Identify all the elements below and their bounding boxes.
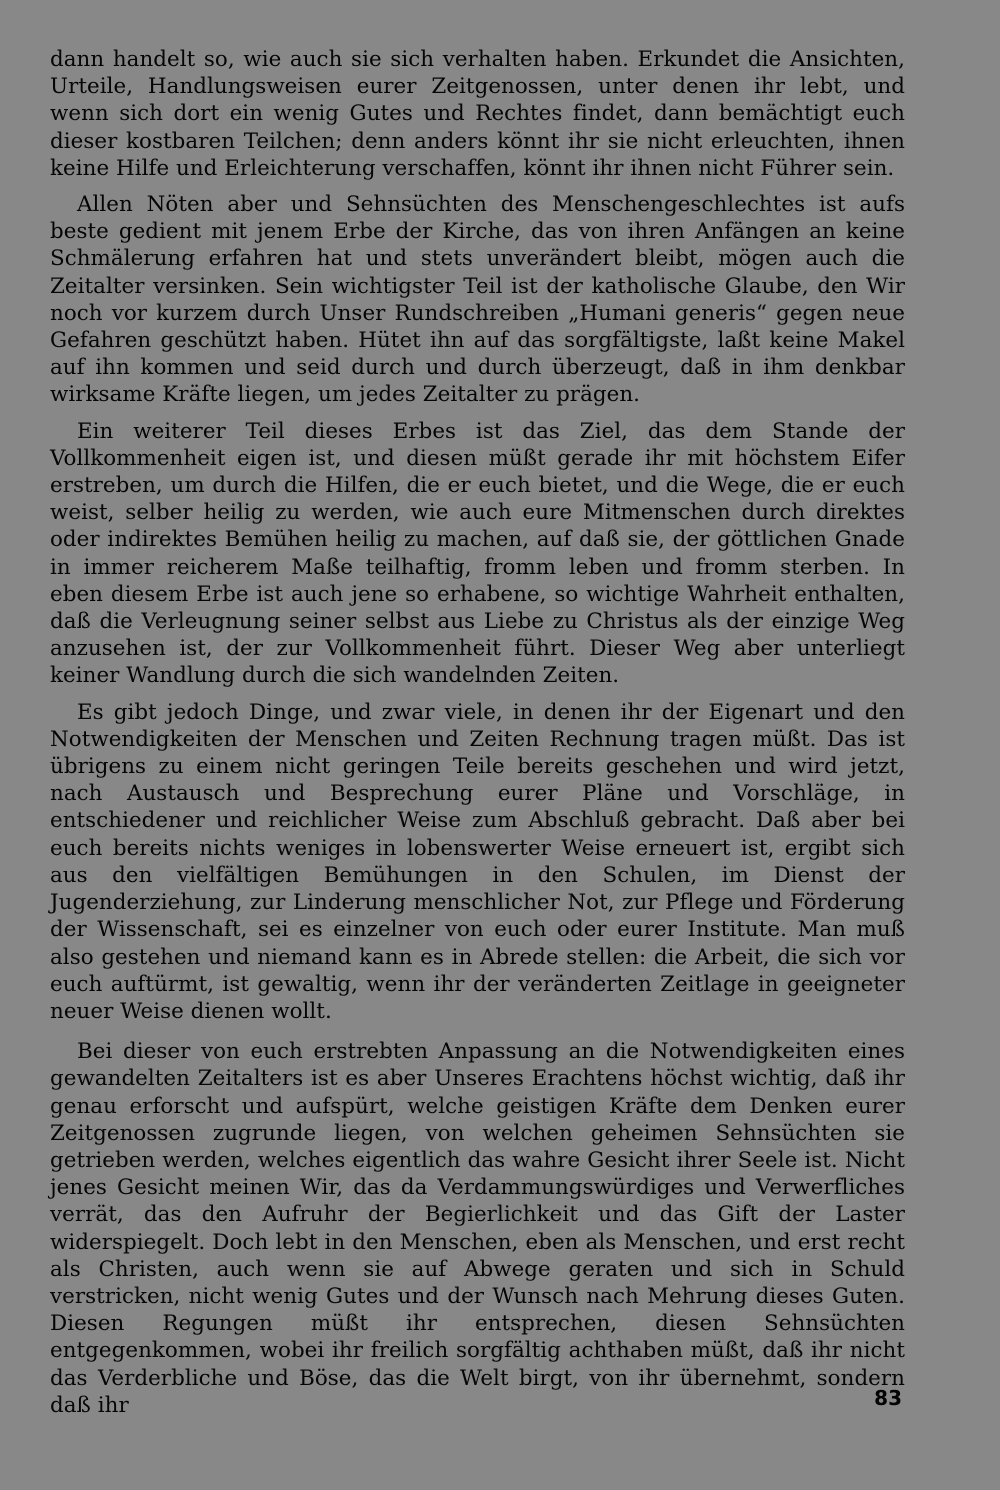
paragraph-continuation: dann handelt so, wie auch sie sich verhalten haben. Erkundet die Ansichten, Urteile, Handlungsweisen eurer Zeitgenossen, unter denen ihr lebt, und wenn sich dort ein wenig Gutes und Rechtes findet, dann bemächtigt euch dieser kostbaren Teilchen; denn anders könnt ihr sie nicht erleuchten, ihnen keine Hilfe und Erleichterung verschaffen, könnt ihr ihnen nicht Führer sein. bbox=[50, 47, 905, 181]
paragraph-contemporaries: Bei dieser von euch erstrebten Anpassung an die Notwendigkeiten eines gewandelten Zeitalters ist es aber Unseres Erachtens höchst wichtig, daß ihr genau erforscht und aufspürt, welche geistigen Kräfte dem Denken eurer Zeitgenossen zugrunde liegen, von welchen geheimen Sehnsüchten sie getrieben werden, welches eigentlich das wahre Gesicht ihrer Seele ist. Nicht jenes Gesicht meinen Wir, das da Verdammungswürdiges und Verwerfliches verrät, das den Aufruhr der Begierlichkeit und das Gift der Laster widerspiegelt. Doch lebt in den Menschen, eben als Menschen, und erst recht als Christen, auch wenn sie auf Abwege geraten und sich in Schuld verstricken, nicht wenig Gutes und der Wunsch nach Mehrung dieses Guten. Diesen Regungen müßt ihr entsprechen, diesen Sehnsüchten entgegenkommen, wobei ihr freilich sorgfältig achthaben müßt, daß ihr nicht das Verderbliche und Böse, das die Welt birgt, von ihr übernehmt, sondern daß ihr bbox=[50, 1039, 905, 1418]
body-text bbox=[50, 46, 905, 1419]
paragraph-adaptation: Es gibt jedoch Dinge, und zwar viele, in denen ihr der Eigenart und den Notwendigkeiten der Menschen und Zeiten Rechnung tragen müßt. Das ist übrigens zu einem nicht geringen Teile bereits geschehen und wird jetzt, nach Austausch und Besprechung eurer Pläne und Vorschläge, in entschiedener und reichlicher Weise zum Abschluß gebracht. Daß aber bei euch bereits nichts weniges in lobenswerter Weise erneuert ist, ergibt sich aus den vielfältigen Bemühungen in den Schulen, im Dienst der Jugenderziehung, zur Linderung menschlicher Not, zur Pflege und Förderung der Wissenschaft, sei es einzelner von euch oder eurer Institute. Man muß also gestehen und niemand kann es in Abrede stellen: die Arbeit, die sich vor euch auftürmt, ist gewaltig, wenn ihr der veränderten Zeitlage in geeigneter neuer Weise dienen wollt. bbox=[50, 699, 905, 1024]
paragraph-perfection: Ein weiterer Teil dieses Erbes ist das Ziel, das dem Stande der Vollkommenheit eigen ist, und diesen müßt gerade ihr mit höchstem Eifer erstreben, um durch die Hilfen, die er euch bietet, und die Wege, die er euch weist, selber heilig zu werden, wie auch eure Mitmenschen durch direktes oder indirektes Bemühen heilig zu machen, auf daß sie, der göttlichen Gnade in immer reicherem Maße teilhaftig, fromm leben und fromm sterben. In eben diesem Erbe ist auch jene so erhabene, so wichtige Wahrheit enthalten, daß die Verleugnung seiner selbst aus Liebe zu Christus als der einzige Weg anzusehen ist, der zur Vollkommenheit führt. Dieser Weg aber unterliegt keiner Wandlung durch die sich wandelnden Zeiten. bbox=[50, 418, 905, 689]
page-number: 83 bbox=[874, 1386, 902, 1410]
paragraph-catholic-faith: Allen Nöten aber und Sehnsüchten des Menschengeschlechtes ist aufs beste gedient mit jenem Erbe der Kirche, das von ihren Anfängen an keine Schmälerung erfahren hat und stets unverändert bleibt, mögen auch die Zeitalter versinken. Sein wichtigster Teil ist der katholische Glaube, den Wir noch vor kurzem durch Unser Rundschreiben „Humani generis“ gegen neue Gefahren geschützt haben. Hütet ihn auf das sorgfältigste, laßt keine Makel auf ihn kommen und seid durch und durch überzeugt, daß in ihm denkbar wirksame Kräfte liegen, um jedes Zeitalter zu prägen. bbox=[50, 192, 905, 408]
